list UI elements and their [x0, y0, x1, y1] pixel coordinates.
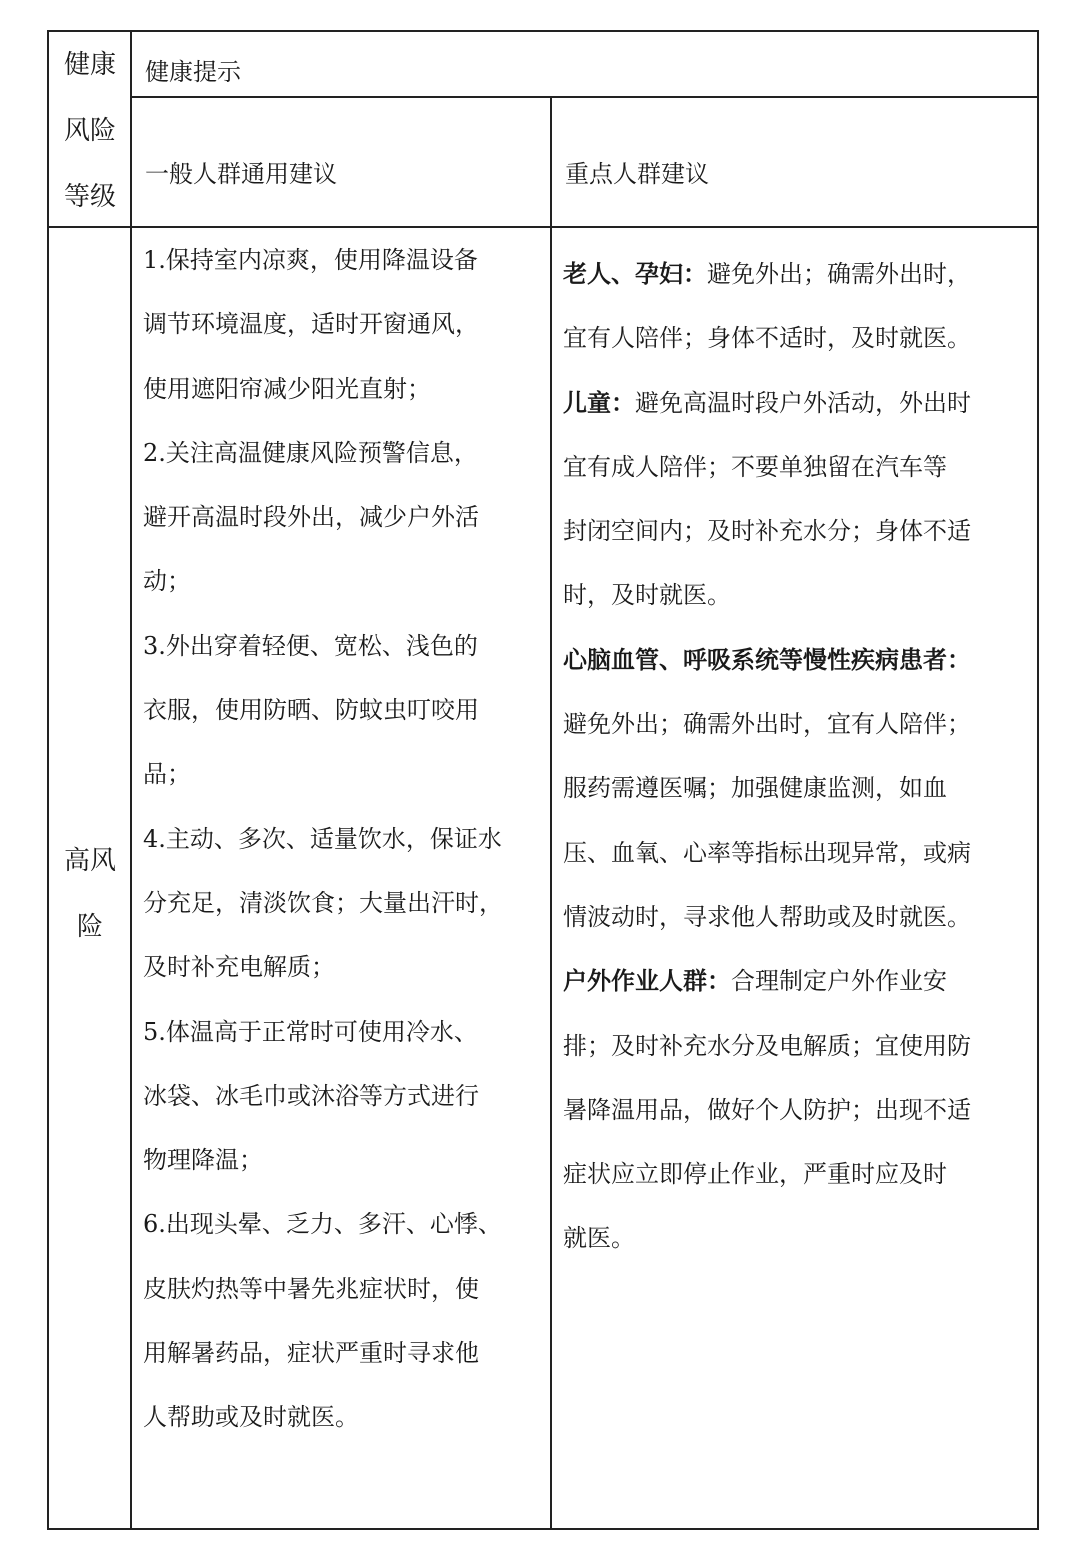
advice-text: 宜有成人陪伴；不要单独留在汽车等	[563, 452, 947, 481]
key-advice-line	[563, 1078, 971, 1142]
group-name: 心脑血管、呼吸系统等慢性疾病患者：	[563, 645, 971, 674]
advice-text: 排；及时补充水分及电解质；宜使用防	[563, 1031, 971, 1060]
advice-text: 避免高温时段户外活动，外出时	[635, 388, 971, 417]
general-advice-line: 避开高温时段外出，减少户外活	[143, 503, 479, 532]
advice-text: 压、血氧、心率等指标出现异常，或病	[563, 838, 971, 867]
key-advice-line	[563, 435, 971, 499]
key-groups-header: 重点人群建议	[565, 160, 709, 188]
general-advice-line: 冰袋、冰毛巾或沐浴等方式进行	[143, 1081, 479, 1110]
header-line: 等级	[63, 182, 116, 212]
key-advice-line	[563, 371, 971, 435]
general-header: 一般人群通用建议	[145, 160, 337, 188]
row-divider-tips	[130, 96, 1037, 98]
general-advice-line: 3.外出穿着轻便、宽松、浅色的	[143, 631, 478, 660]
key-advice-line	[563, 563, 971, 627]
group-name: 儿童：	[563, 388, 635, 417]
key-advice-line	[563, 756, 971, 820]
level-line: 险	[76, 912, 103, 942]
key-advice-line	[563, 306, 971, 370]
advice-table	[47, 30, 1039, 1530]
advice-text: 封闭空间内；及时补充水分；身体不适	[563, 517, 971, 546]
header-line: 健康	[63, 50, 116, 80]
general-advice	[143, 228, 503, 1450]
general-advice-line: 使用遮阳帘减少阳光直射；	[143, 374, 431, 403]
general-advice-line: 分充足，清淡饮食；大量出汗时，	[143, 888, 503, 917]
advice-text: 避免外出；确需外出时，宜有人陪伴；	[563, 710, 971, 739]
general-advice-line: 品；	[143, 760, 191, 789]
key-advice-line	[563, 628, 971, 692]
key-groups-advice	[563, 242, 971, 1271]
advice-text: 症状应立即停止作业，严重时应及时	[563, 1160, 947, 1189]
key-advice-line	[563, 821, 971, 885]
general-advice-line: 动；	[143, 567, 191, 596]
general-advice-line: 皮肤灼热等中暑先兆症状时，使	[143, 1274, 479, 1303]
key-advice-line	[563, 242, 971, 306]
tips-header: 健康提示	[145, 58, 241, 86]
general-advice-line: 4.主动、多次、适量饮水，保证水	[143, 824, 502, 853]
general-advice-line: 人帮助或及时就医。	[143, 1403, 359, 1432]
level-line: 高风	[63, 846, 116, 876]
advice-text: 宜有人陪伴；身体不适时，及时就医。	[563, 324, 971, 353]
key-advice-line	[563, 949, 971, 1013]
general-advice-line: 1.保持室内凉爽，使用降温设备	[143, 246, 478, 274]
general-advice-line: 用解暑药品，症状严重时寻求他	[143, 1339, 479, 1368]
key-advice-line	[563, 692, 971, 756]
general-advice-line: 及时补充电解质；	[143, 953, 335, 982]
col-divider-level	[130, 32, 132, 1528]
key-advice-line	[563, 499, 971, 563]
advice-text: 合理制定户外作业安	[731, 967, 947, 996]
advice-text: 避免外出；确需外出时，	[707, 260, 971, 288]
group-name: 户外作业人群：	[563, 967, 731, 996]
general-advice-line: 物理降温；	[143, 1146, 263, 1175]
risk-level-header	[49, 32, 131, 230]
group-name: 老人、孕妇：	[563, 260, 707, 288]
key-advice-line	[563, 1206, 971, 1270]
key-advice-line	[563, 1142, 971, 1206]
risk-level-value	[49, 828, 131, 960]
general-advice-line: 衣服，使用防晒、防蚊虫叮咬用	[143, 696, 479, 725]
general-advice-line: 调节环境温度，适时开窗通风，	[143, 310, 479, 339]
col-divider-general	[550, 98, 552, 1528]
advice-text: 就医。	[563, 1224, 635, 1253]
key-advice-line	[563, 1014, 971, 1078]
advice-text: 暑降温用品，做好个人防护；出现不适	[563, 1095, 971, 1124]
header-line: 风险	[63, 116, 116, 146]
advice-text: 时，及时就医。	[563, 581, 731, 610]
advice-text: 服药需遵医嘱；加强健康监测，如血	[563, 774, 947, 803]
advice-text: 情波动时，寻求他人帮助或及时就医。	[563, 902, 971, 931]
general-advice-line: 6.出现头晕、乏力、多汗、心悸、	[143, 1210, 502, 1239]
key-advice-line	[563, 885, 971, 949]
general-advice-line: 5.体温高于正常时可使用冷水、	[143, 1017, 478, 1046]
general-advice-line: 2.关注高温健康风险预警信息，	[143, 438, 478, 467]
